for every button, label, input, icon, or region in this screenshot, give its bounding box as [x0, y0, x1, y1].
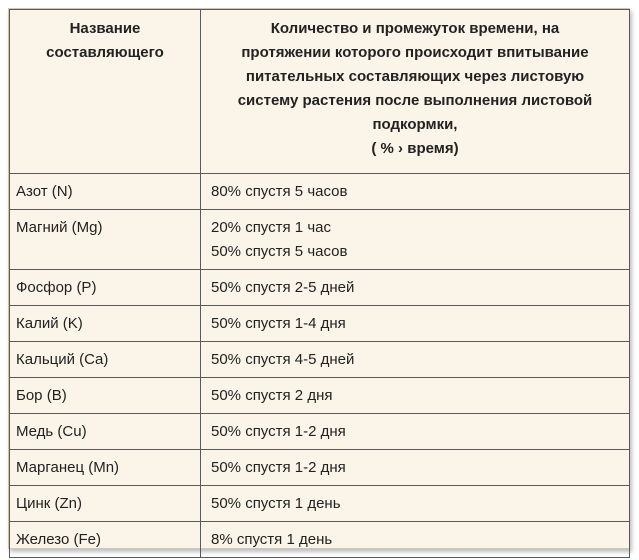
component-name: Марганец (Mn): [16, 459, 120, 476]
table-header-row: [10, 10, 630, 174]
table-row: [10, 414, 630, 450]
table-row: [10, 210, 630, 270]
absorption-value: 50% спустя 2 дня: [211, 387, 333, 404]
header-absorption-time: [201, 10, 630, 174]
absorption-value: 50% спустя 2-5 дней: [211, 279, 355, 296]
component-name-cell: [10, 306, 201, 342]
header-line: Количество и промежуток времени, на: [270, 20, 560, 37]
absorption-value-cell: [201, 210, 630, 270]
absorption-value-cell: [201, 270, 630, 306]
component-name-cell: [10, 270, 201, 306]
absorption-value: 50% спустя 1-2 дня: [211, 423, 346, 440]
absorption-value-cell: [201, 522, 630, 558]
header-line: ( % › время): [371, 140, 459, 157]
absorption-value-cell: [201, 378, 630, 414]
absorption-value: 50% спустя 1-2 дня: [211, 459, 346, 476]
absorption-value: 8% спустя 1 день: [211, 531, 333, 548]
absorption-value-cell: [201, 342, 630, 378]
table-row: [10, 486, 630, 522]
component-name: Магний (Mg): [16, 219, 103, 236]
header-line: протяжении которого происходит впитывание: [241, 44, 589, 61]
component-name-cell: [10, 210, 201, 270]
header-component-name: [10, 10, 201, 174]
table-row: [10, 174, 630, 210]
component-name: Цинк (Zn): [16, 495, 82, 512]
component-name: Бор (B): [16, 387, 67, 404]
absorption-value: 80% спустя 5 часов: [211, 183, 348, 200]
component-name-cell: [10, 174, 201, 210]
table-frame: [8, 8, 630, 549]
component-name-cell: [10, 522, 201, 558]
absorption-value: 50% спустя 5 часов: [211, 243, 348, 260]
component-name-cell: [10, 342, 201, 378]
table-row: [10, 450, 630, 486]
nutrient-absorption-table: [9, 9, 630, 558]
table-row: [10, 270, 630, 306]
table-row: [10, 378, 630, 414]
component-name-cell: [10, 486, 201, 522]
header-line: систему растения после выполнения листовой: [237, 92, 593, 109]
table-row: [10, 306, 630, 342]
component-name: Калий (K): [16, 315, 83, 332]
component-name-cell: [10, 378, 201, 414]
component-name: Железо (Fe): [16, 531, 101, 548]
header-line: питательных составляющих через листовую: [245, 68, 585, 85]
absorption-value: 50% спустя 1-4 дня: [211, 315, 346, 332]
header-line: Название: [69, 20, 141, 37]
absorption-value-cell: [201, 414, 630, 450]
header-line: подкормки,: [372, 116, 458, 133]
table-row: [10, 522, 630, 558]
component-name: Фосфор (P): [16, 279, 97, 296]
absorption-value-cell: [201, 174, 630, 210]
component-name: Кальций (Ca): [16, 351, 109, 368]
absorption-value: 50% спустя 4-5 дней: [211, 351, 355, 368]
absorption-value: 50% спустя 1 день: [211, 495, 341, 512]
absorption-value-cell: [201, 306, 630, 342]
header-line: составляющего: [46, 44, 164, 61]
absorption-value-cell: [201, 486, 630, 522]
component-name: Азот (N): [16, 183, 73, 200]
component-name-cell: [10, 450, 201, 486]
component-name-cell: [10, 414, 201, 450]
component-name: Медь (Cu): [16, 423, 87, 440]
absorption-value: 20% спустя 1 час: [211, 219, 331, 236]
table-row: [10, 342, 630, 378]
absorption-value-cell: [201, 450, 630, 486]
